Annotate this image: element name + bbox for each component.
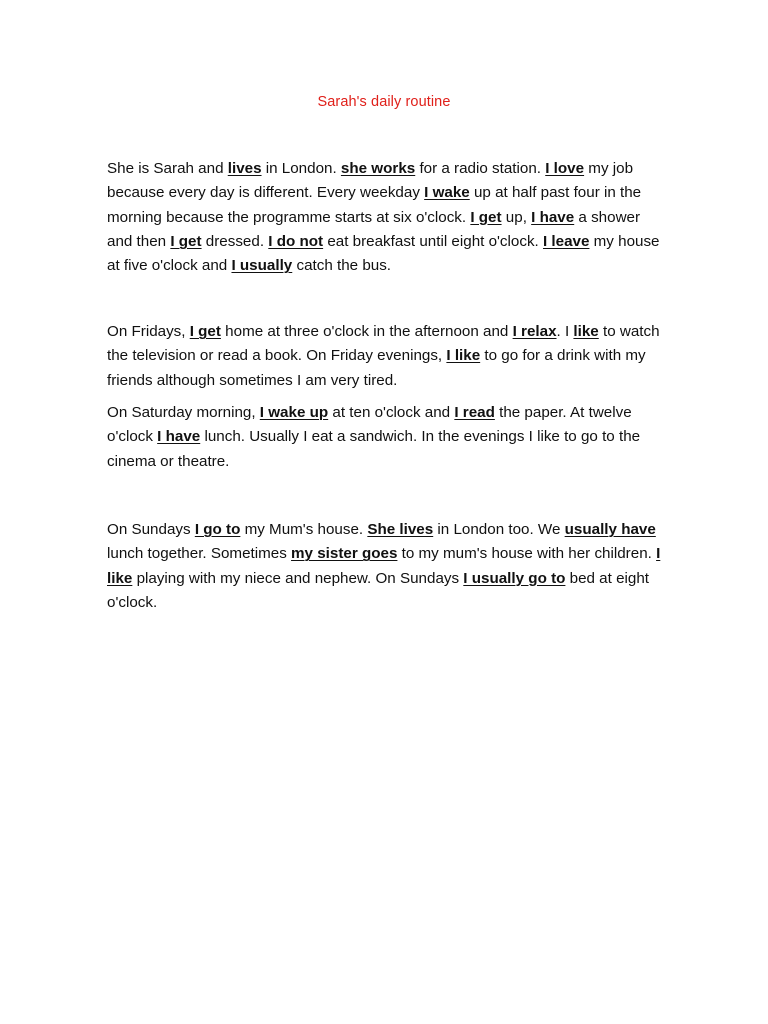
highlighted-phrase: I read — [454, 404, 495, 421]
highlighted-phrase: my sister goes — [291, 545, 398, 563]
text-run: up, — [501, 208, 532, 226]
highlighted-phrase: she works — [340, 160, 416, 177]
text-run: a shower and then — [107, 208, 641, 250]
text-run: my job because every day is different. Every weekday — [107, 160, 634, 202]
highlighted-phrase: I relax — [512, 323, 557, 340]
text-run: On Sundays — [107, 521, 195, 538]
paragraph-fridays — [107, 320, 667, 393]
highlighted-phrase: She lives — [367, 521, 434, 538]
text-run: to my mum's house with her children. — [397, 545, 657, 563]
highlighted-phrase: I love — [545, 160, 585, 177]
paragraph-sundays — [107, 518, 667, 615]
highlighted-phrase: like — [573, 323, 599, 340]
text-run: my house at five o'clock and — [107, 232, 660, 275]
highlighted-phrase: I get — [470, 208, 502, 226]
highlighted-phrase: I leave — [542, 232, 590, 250]
text-run: lunch together. Sometimes — [107, 545, 292, 563]
text-run: On Fridays, — [107, 323, 190, 340]
text-run: at ten o'clock and — [328, 404, 455, 421]
highlighted-phrase: I wake — [424, 184, 470, 202]
highlighted-phrase: I like — [446, 347, 481, 365]
text-run: my Mum's house. — [240, 521, 368, 538]
text-run: eat breakfast until eight o'clock. — [323, 232, 543, 250]
text-run: home at three o'clock in the afternoon and — [220, 323, 513, 340]
paragraph-weekday-routine — [107, 157, 667, 278]
text-run: in London. — [261, 160, 341, 177]
text-run: On Saturday morning, — [107, 404, 260, 421]
highlighted-phrase: usually have — [564, 521, 656, 538]
text-run: to watch the television or read a book. On Friday evenings, — [107, 323, 660, 365]
paragraph-saturday — [107, 401, 667, 474]
text-run: in London too. We — [433, 521, 565, 538]
text-run: the paper. At twelve o'clock — [107, 404, 632, 446]
text-run: up at half past four in the morning because the programme starts at six o'clock. — [107, 184, 642, 226]
text-run: lunch. Usually I eat a sandwich. In the evenings I like to go to the cinema or theatre. — [107, 428, 641, 470]
text-run: . I — [556, 323, 574, 340]
document-title: Sarah's daily routine — [317, 94, 451, 110]
text-run: to go for a drink with my friends although sometimes I am very tired. — [107, 347, 646, 389]
highlighted-phrase: I like — [107, 545, 661, 587]
text-run: bed at eight o'clock. — [107, 569, 650, 611]
text-run: She is Sarah and — [107, 160, 228, 177]
text-run: dressed. — [201, 232, 269, 250]
highlighted-phrase: lives — [227, 160, 262, 177]
highlighted-phrase: I wake up — [259, 404, 329, 421]
highlighted-phrase: I go to — [194, 521, 241, 538]
highlighted-phrase: I have — [531, 208, 575, 226]
text-run: playing with my niece and nephew. On Sundays — [132, 569, 464, 587]
highlighted-phrase: I have — [157, 428, 201, 446]
highlighted-phrase: I get — [189, 323, 221, 340]
highlighted-phrase: I get — [170, 232, 202, 250]
highlighted-phrase: I do not — [268, 232, 324, 250]
highlighted-phrase: I usually go to — [463, 569, 566, 587]
text-run: catch the bus. — [292, 257, 392, 275]
highlighted-phrase: I usually — [231, 257, 293, 275]
text-run: for a radio station. — [415, 160, 546, 177]
